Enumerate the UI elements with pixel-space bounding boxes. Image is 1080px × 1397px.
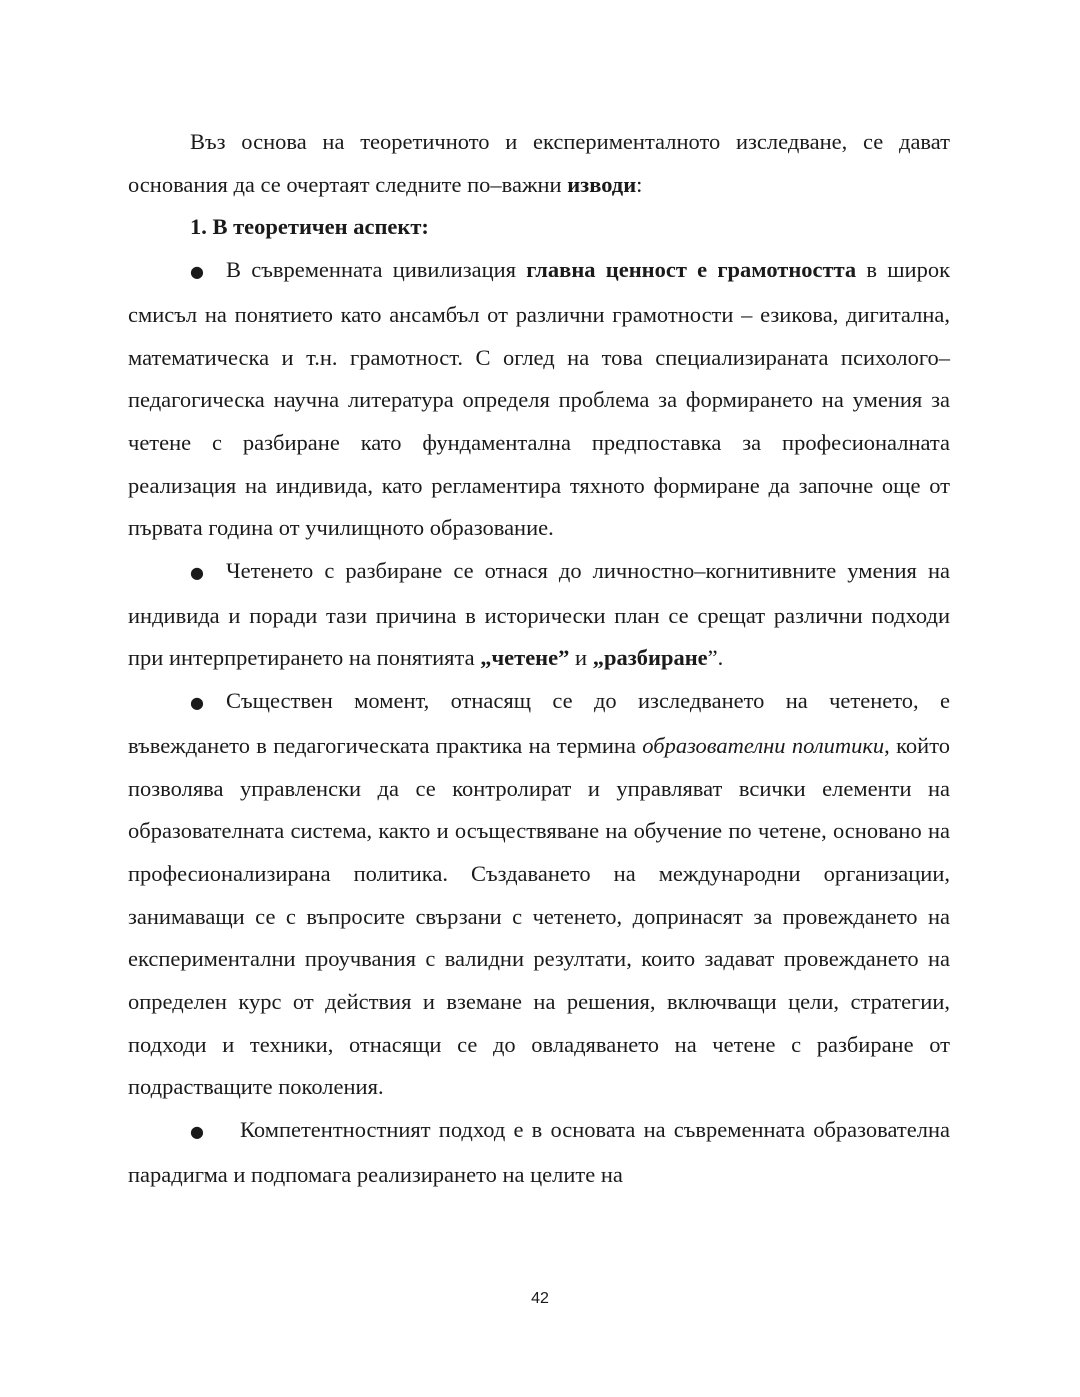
intro-text: Въз основа на теоретичното и експерименталното изследване, се дават основания да се очертаят следните по–важни — [128, 129, 950, 197]
bullet-2-conjunction: и — [569, 645, 593, 671]
intro-keyword: изводи — [567, 171, 637, 197]
bullet-3-text-end: , който позволява управленски да се контролират и управляват всички елементи на образователната система, както и осъществяване на обучение по четене, основано на професионализирана политика. Създаването на международни организации, занимаващи се с въпросите свързани с четенето, допринасят за провеждането на експериментални проучвания с валидни резултати, които задават провеждането на определен курс от действия и вземане на решения, включващи цели, стратегии, подходи и техники, отнасящи се до овладяването на четене с разбиране от подрастващите поколения. — [128, 732, 950, 1100]
intro-text-end: : — [636, 171, 643, 197]
intro-paragraph — [128, 121, 950, 206]
bullet-icon: ● — [190, 693, 204, 713]
bullet-2-keyword-reading: „четене” — [480, 645, 570, 671]
page-number: 42 — [531, 1290, 549, 1307]
bullet-icon: ● — [190, 563, 204, 583]
bullet-1-keyword: главна ценност е грамотността — [526, 257, 857, 283]
section-heading: 1. В теоретичен аспект: — [190, 214, 429, 240]
bullet-3-italic-term: образователни политики — [642, 732, 885, 758]
bullet-paragraph-1 — [128, 249, 950, 550]
bullet-4-text: Компетентностният подход е в основата на съвременната образователна парадигма и подпомага реализирането на целите на — [128, 1117, 950, 1187]
bullet-icon: ● — [190, 262, 204, 282]
bullet-3-text: Съществен момент, отнасящ се до изследването на четенето, е въвеждането в педагогическата практика на термина — [128, 688, 950, 758]
bullet-1-text: В съвременната цивилизация — [226, 257, 527, 283]
bullet-paragraph-2 — [128, 550, 950, 680]
bullet-paragraph-3 — [128, 680, 950, 1109]
bullet-icon: ● — [190, 1122, 204, 1142]
page-body — [128, 121, 950, 1197]
bullet-2-text-end: ”. — [707, 645, 724, 671]
bullet-paragraph-4 — [128, 1109, 950, 1196]
bullet-2-text: Четенето с разбиране се отнася до личностно–когнитивните умения на индивида и поради тази причина в исторически план се срещат различни подходи при интерпретирането на понятията — [128, 558, 950, 671]
bullet-2-keyword-understanding: „разбиране — [592, 645, 708, 671]
bullet-1-text-end: в широк смисъл на понятието като ансамбъл от различни грамотности – езикова, дигитална, математическа и т.н. грамотност. С оглед на това специализираната психолого–педагогическа научна литература определя проблема за формирането на умения за четене с разбиране като фундаментална предпоставка за професионалната реализация на индивида, като регламентира тяхното формиране да започне още от първата година от училищното образование. — [128, 257, 951, 541]
